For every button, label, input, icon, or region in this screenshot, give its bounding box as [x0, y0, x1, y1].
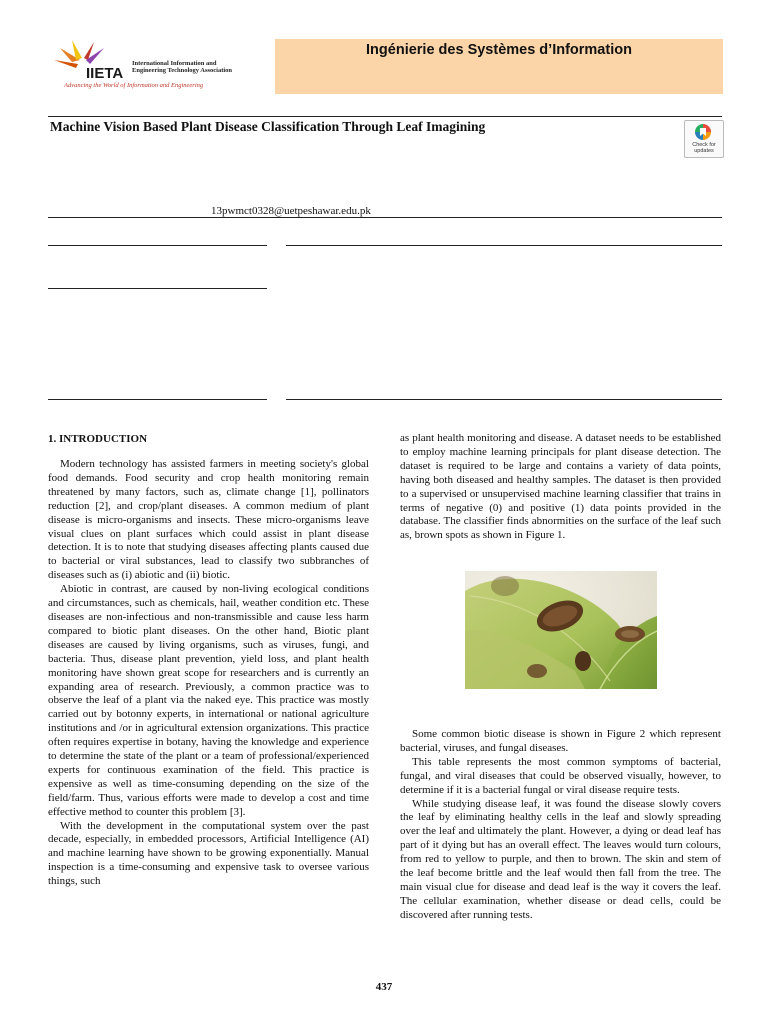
journal-banner — [275, 39, 723, 94]
left-column — [48, 432, 369, 889]
crossmark-icon — [695, 124, 711, 140]
check-for-updates-badge[interactable] — [684, 120, 724, 158]
paragraph: Some common biotic disease is shown in Figure 2 which represent bacterial, viruses, and fungal diseases. — [400, 728, 721, 754]
left-block-rule-1 — [48, 245, 267, 246]
section-heading: 1. INTRODUCTION — [48, 433, 148, 445]
right-column-top — [400, 432, 721, 543]
paragraph: While studying disease leaf, it was found the disease slowly covers the leaf by eliminating healthy cells in the leaf and slowly spreading over the leaf and ultimately the plant. However, a dying or dead leaf has part of it dying but has an overall effect. The leaves would turn colours, from red to yellow to purple, and then to brown. The skin and stem of the leaf become brittle and the leaf would then fall from the tree. The main visual clue for disease and dead leaf is the way it covers the leaf. The cellular examination, whether disease or dead cells, could be discovered after running tests. — [400, 797, 721, 921]
paragraph: With the development in the computational system over the past decade, especially, in embedded processors, Artificial Intelligence (AI) and machine learning have shown to be growing exponentially. Manual inspection is a time-consuming and expensive task to oversee various things, such — [48, 819, 369, 888]
page-number: 437 — [375, 981, 393, 993]
paragraph: Modern technology has assisted farmers in meeting society's global food demands. Food security and crop health monitoring remain threatened by many factors, such as, climate change [1], pollinators reduction [2], and crop/plant diseases. A common medium of plant disease is micro-organisms and insects. These micro-organisms leave visual clues on plant surfaces which could assist in plant disease detection. It is to note that studying diseases affecting plants caused due to bacterial or viral substances, lead to classify two subbranches of diseases such as (i) abiotic and (ii) biotic. — [48, 458, 369, 582]
paragraph: Abiotic in contrast, are caused by non-living ecological conditions and circumstances, such as chemicals, hail, weather condition etc. These diseases are non-infectious and non-transmissible and cause less harm compared to biotic plant diseases. On the other hand, Biotic plant diseases are caused by living organisms, such as viruses, fungi, and bacteria. Thus, disease plant prevention, yield loss, and plant health monitoring have shown great scope for researchers and is currently an expanding area of research. Previously, a common practice was to observe the leaf of a plant via the naked eye. This practice was mostly carried out by botonny experts, in international or national agriculture institutions and /or in agricultural extension organizations. This practice often requires expertise in botany, having the knowledge and experience to determine the state of the plant or a team of professional/experienced experts for continuous examination of the field. This practice is expensive as well as time-consuming depending on the size of the field/farm. Thus, various efforts were made to develop a cost and time effective method to counter this problem [3]. — [48, 583, 369, 818]
diseased-leaf-image — [465, 571, 657, 689]
paragraph: as plant health monitoring and disease. A dataset needs to be established to employ machine learning principals for plant disease detection. The dataset is required to be large and contains a variety of data points, having both diseased and healthy samples. The dataset is then provided to a supervised or unsupervised machine learning classifier that trains in terms of negative (0) and positive (1) data points provided in the database. The classifier finds abnormities on the surface of the leaf such as, brown spots as shown in Figure 1. — [400, 432, 721, 542]
org-tagline: Advancing the World of Information and Engineering — [64, 82, 204, 89]
right-column-bottom — [400, 728, 721, 923]
badge-label: Check for updates — [692, 142, 716, 154]
header-divider — [48, 116, 722, 117]
right-block-rule-2 — [286, 399, 722, 400]
left-block-rule-3 — [48, 399, 267, 400]
logo-text: IIETA — [86, 65, 124, 82]
iieta-logo — [50, 38, 250, 94]
author-email[interactable]: 13pwmct0328@uetpeshawar.edu.pk — [211, 205, 371, 217]
right-block-rule-1 — [286, 245, 722, 246]
org-name: International Information and Engineering Technology Association — [132, 60, 233, 74]
paragraph: This table represents the most common symptoms of bacterial, fungal, and viral diseases that could be observed visually, however, to determine if it is a bacterial fungal or viral disease require tests. — [400, 755, 721, 796]
journal-title: Ingénierie des Systèmes d’Information — [366, 42, 632, 58]
figure-1-diseased-leaf — [465, 571, 657, 689]
author-divider — [48, 217, 722, 218]
left-block-rule-2 — [48, 288, 267, 289]
article-title: Machine Vision Based Plant Disease Classification Through Leaf Imagining — [50, 119, 486, 134]
